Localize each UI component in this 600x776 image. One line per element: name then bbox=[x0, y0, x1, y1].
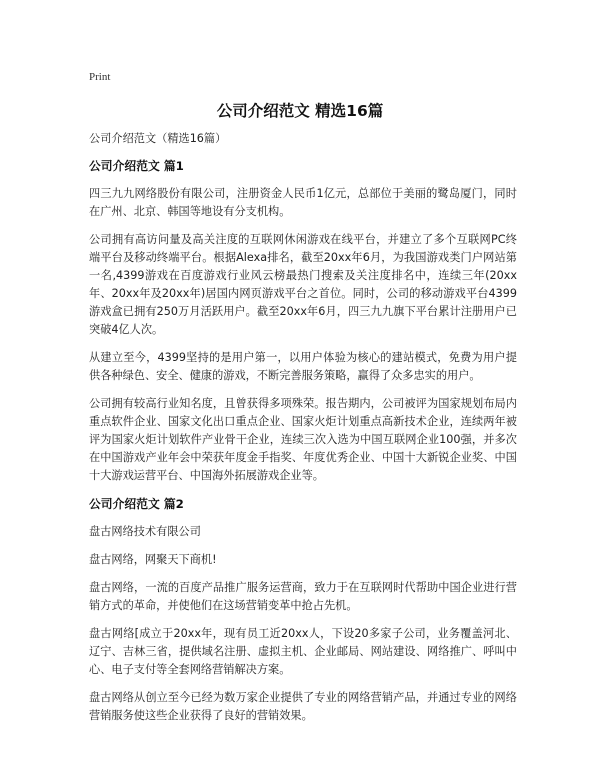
section-heading-1: 公司介绍范文 篇1 bbox=[89, 159, 184, 173]
section-1-paragraph-4: 公司拥有较高行业知名度，且曾获得多项殊荣。报告期内，公司被评为国家规划布局内重点软件企业、国家文化出口重点企业、国家火炬计划重点高新技术企业，连续两年被评为国家火炬计划软件产业骨干企业，连续三次入选为中国互联网企业100强，并多次在中国游戏产业年会中荣获年度金手指奖、年度优秀企业、中国十大新锐企业奖、中国十大游戏运营平台、中国海外拓展游戏企业等。 bbox=[89, 397, 517, 482]
print-link[interactable]: Print bbox=[89, 71, 111, 83]
document-title: 公司介绍范文 精选16篇 bbox=[216, 102, 384, 120]
section-heading-2: 公司介绍范文 篇2 bbox=[89, 497, 184, 511]
document-subtitle: 公司介绍范文（精选16篇） bbox=[89, 132, 227, 145]
section-2-paragraph-5: 盘古网络从创立至今已经为数万家企业提供了专业的网络营销产品，并通过专业的网络营销服务使这些企业获得了良好的营销效果。 bbox=[89, 691, 517, 722]
section-1-paragraph-3: 从建立至今，4399坚持的是用户第一，以用户体验为核心的建站模式，免费为用户提供各种绿色、安全、健康的游戏，不断完善服务策略，赢得了众多忠实的用户。 bbox=[89, 351, 517, 382]
document-body bbox=[89, 130, 517, 735]
section-1-paragraph-1: 四三九九网络股份有限公司，注册资金人民币1亿元，总部位于美丽的鹭岛厦门，同时在广州、北京、韩国等地设有分支机构。 bbox=[89, 187, 517, 218]
section-1-paragraph-2: 公司拥有高访问量及高关注度的互联网休闲游戏在线平台，并建立了多个互联网PC终端平台及移动终端平台。根据Alexa排名，截至20xx年6月，为我国游戏类门户网站第一名,4399游戏在百度游戏行业风云榜最热门搜索及关注度排名中，连续三年(20xx年、20xx年及20xx年)居国内网页游戏平台之首位。同时，公司的移动游戏平台4399游戏盒已拥有250万月活跃用户。截至20xx年6月，四三九九旗下平台累计注册用户已突破4亿人次。 bbox=[89, 233, 517, 336]
section-2-paragraph-3: 盘古网络，一流的百度产品推广服务运营商，致力于在互联网时代帮助中国企业进行营销方式的革命，并使他们在这场营销变革中抢占先机。 bbox=[89, 581, 517, 612]
section-2-paragraph-4: 盘古网络[成立于20xx年，现有员工近20xx人，下设20多家子公司，业务覆盖河北、辽宁、吉林三省，提供域名注册、虚拟主机、企业邮局、网站建设、网络推广、呼叫中心、电子支付等全套网络营销解决方案。 bbox=[89, 627, 517, 676]
section-2-paragraph-2: 盘古网络，网聚天下商机! bbox=[89, 553, 217, 566]
section-2-paragraph-1: 盘古网络技术有限公司 bbox=[89, 525, 201, 538]
